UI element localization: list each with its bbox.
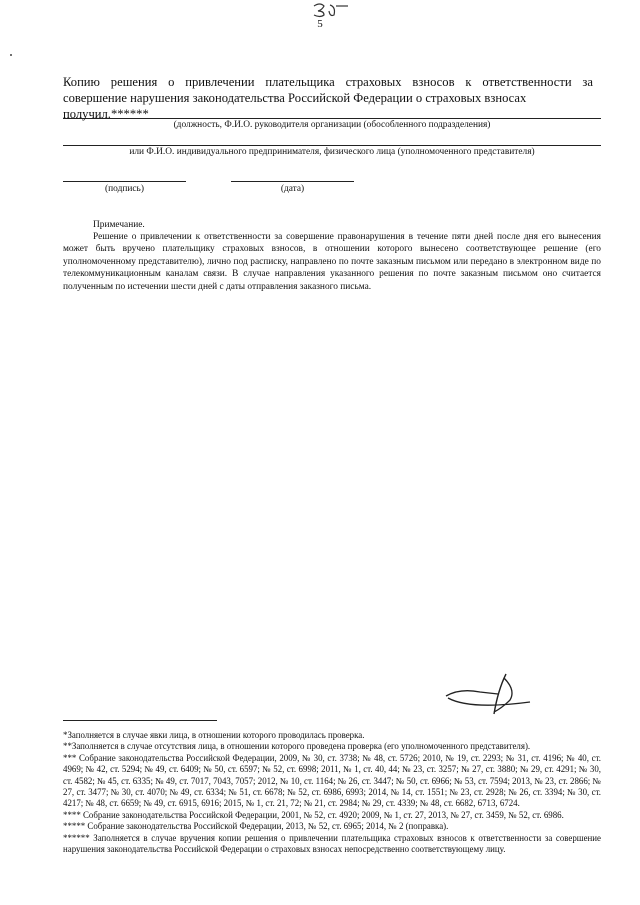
signature-rule: [63, 181, 186, 182]
handwritten-signature: [440, 670, 550, 720]
note-title: Примечание.: [93, 220, 145, 230]
scan-speck: [9, 44, 13, 48]
footnote-3: *** Собрание законодательства Российской Федерации, 2009, № 30, ст. 3738; № 48, ст. 5726; 2010, № 19, ст. 2293; № 31, ст. 4196; № 40, ст. 4969; № 42, ст. 5294; № 49, ст. 6409; № 50, ст. 6597; № 52, ст. 6998; 2011, № 1, ст. 40, 44; № 23, ст. 3257; № 27, ст. 3880; № 29, ст. 4291; № 30, ст. 4582; № 45, ст. 6335; № 49, ст. 7017, 7043, 7057; 2012, № 10, ст. 1164; № 26, ст. 3447; № 50, ст. 6966; № 53, ст. 7594; 2013, № 23, ст. 2866; № 27, ст. 3477; № 30, ст. 4070; № 49, ст. 6334; № 51, ст. 6678; № 52, ст. 6986, 6993; 2014, № 14, ст. 1551; № 23, ст. 2928; № 26, ст. 3394; № 30, ст. 4217; № 48, ст. 6659; № 49, ст. 6915, 6916; 2015, № 1, ст. 21, 72; № 21, ст. 2984; № 29, ст. 4339; № 48, ст. 6682, 6713, 6724.: [63, 752, 601, 809]
footnote-4: **** Собрание законодательства Российской Федерации, 2001, № 52, ст. 4920; 2009, № 1, ст. 27, 2013, № 27, ст. 3459, № 52, ст. 6986.: [63, 809, 564, 820]
note-body: Решение о привлечении к ответственности за совершение правонарушения в течение пяти дней после дня его вынесения может быть вручено плательщику страховых взносов, в отношении которого вынесено соответствующее решение (его уполномоченному представителю), лично под расписку, направлено по почте заказным письмом или передано в электронном виде по телекоммуникационным каналам связи. В случае направления указанного решения по почте заказным письмом оно считается полученным по истечении шести дней с даты отправления заказного письма.: [63, 232, 601, 292]
position-rule: [63, 118, 601, 119]
footnote-separator: [63, 720, 217, 721]
entrepreneur-caption: или Ф.И.О. индивидуального предпринимателя, физического лица (уполномоченного представителя): [129, 147, 535, 157]
signature-caption: (подпись): [105, 184, 144, 194]
footnote-6: ****** Заполняется в случае вручения копии решения о привлечении плательщика страховых взносов к ответственности за совершение нарушения законодательства Российской Федерации о страховых взносах непосредственно соответствующему лицу.: [63, 832, 601, 855]
handwritten-page-number: [300, 0, 360, 20]
footnote-1: *Заполняется в случае явки лица, в отношении которого проводилась проверка.: [63, 730, 365, 740]
date-caption: (дата): [280, 184, 305, 194]
page-number: 5: [317, 18, 323, 30]
footnote-5: ***** Собрание законодательства Российской Федерации, 2013, № 52, ст. 6965; 2014, № 2 (поправка).: [63, 821, 449, 832]
intro-line-2: совершение нарушения законодательства Российской Федерации о страховых взносах получил.******: [63, 91, 527, 121]
footnote-2: **Заполняется в случае отсутствия лица, в отношении которого проведена проверка (его уполномоченного представителя).: [63, 741, 531, 752]
footnotes: [63, 730, 601, 855]
entrepreneur-rule: [63, 145, 601, 146]
intro-line-1: Копию решения о привлечении плательщика страховых взносов к ответственности за: [63, 75, 593, 89]
date-rule: [231, 181, 354, 182]
position-caption: (должность, Ф.И.О. руководителя организации (обособленного подразделения): [173, 120, 491, 130]
